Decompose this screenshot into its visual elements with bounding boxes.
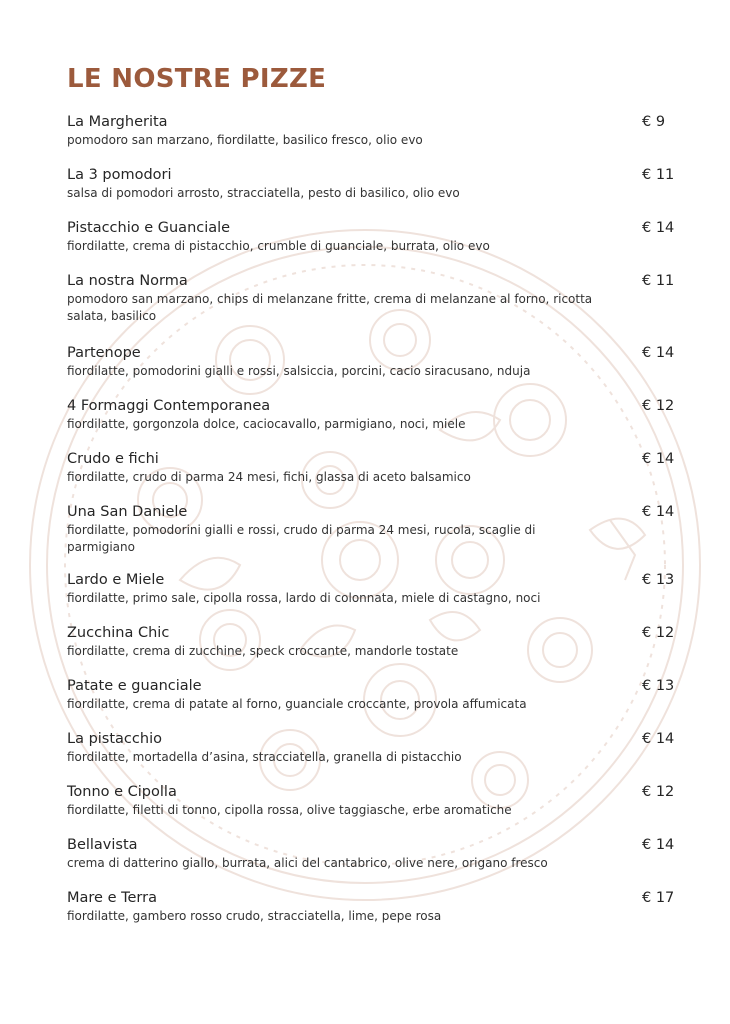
menu-item-row	[67, 624, 682, 642]
menu-item-row	[67, 344, 682, 362]
menu-item-name: La nostra Norma	[67, 273, 188, 289]
menu-item-row	[67, 677, 682, 695]
menu-item-description: salsa di pomodori arrosto, stracciatella, pesto di basilico, olio evo	[67, 186, 460, 200]
menu-item	[67, 219, 682, 255]
menu-item-description: fiordilatte, mortadella d’asina, stracciatella, granella di pistacchio	[67, 750, 462, 764]
menu-item-row	[67, 503, 682, 521]
menu-item-name: La Margherita	[67, 114, 168, 130]
menu-item-price: € 14	[642, 451, 675, 467]
menu-item-price: € 14	[642, 504, 675, 520]
menu-item-name: Patate e guanciale	[67, 678, 202, 694]
menu-item-price: € 12	[642, 784, 675, 800]
menu-item-description: fiordilatte, crudo di parma 24 mesi, fichi, glassa di aceto balsamico	[67, 470, 471, 484]
menu-item-row	[67, 571, 682, 589]
menu-item-name: Lardo e Miele	[67, 572, 165, 588]
menu-item-price: € 14	[642, 345, 675, 361]
menu-item-row	[67, 783, 682, 801]
menu-item-name: Pistacchio e Guanciale	[67, 220, 231, 236]
menu-item	[67, 272, 682, 325]
menu-title: LE NOSTRE PIZZE	[67, 64, 327, 94]
menu-item-price: € 14	[642, 220, 675, 236]
menu-item	[67, 344, 682, 380]
menu-item-description: fiordilatte, primo sale, cipolla rossa, lardo di colonnata, miele di castagno, noci	[67, 591, 541, 605]
menu-item-row	[67, 113, 682, 131]
menu-item-row	[67, 836, 682, 854]
menu-item-price: € 11	[642, 273, 675, 289]
menu-item-row	[67, 730, 682, 748]
menu-item-price: € 12	[642, 625, 675, 641]
menu-item-row	[67, 397, 682, 415]
menu-item	[67, 836, 682, 872]
menu-item	[67, 571, 682, 607]
menu-item-price: € 17	[642, 890, 675, 906]
pizza-menu	[67, 62, 682, 923]
menu-item-name: Partenope	[67, 345, 141, 361]
menu-item-price: € 13	[642, 678, 675, 694]
menu-item	[67, 397, 682, 433]
menu-item	[67, 730, 682, 766]
menu-item-name: Mare e Terra	[67, 890, 157, 906]
menu-item-description: pomodoro san marzano, chips di melanzane fritte, crema di melanzane al forno, ricotta salata, basilico	[67, 292, 593, 323]
menu-item	[67, 450, 682, 486]
menu-item-description: fiordilatte, gambero rosso crudo, stracciatella, lime, pepe rosa	[67, 909, 442, 923]
menu-item-description: fiordilatte, pomodorini gialli e rossi, crudo di parma 24 mesi, rucola, scaglie di parmigiano	[67, 523, 536, 554]
menu-item-name: La 3 pomodori	[67, 167, 172, 183]
menu-item	[67, 624, 682, 660]
menu-item-description: fiordilatte, crema di patate al forno, guanciale croccante, provola affumicata	[67, 697, 527, 711]
menu-item-name: Una San Daniele	[67, 504, 188, 520]
menu-item-row	[67, 889, 682, 907]
menu-item-row	[67, 219, 682, 237]
menu-item-price: € 14	[642, 837, 675, 853]
menu-item-description: crema di datterino giallo, burrata, alici del cantabrico, olive nere, origano fresco	[67, 856, 548, 870]
menu-item-name: Zucchina Chic	[67, 625, 170, 641]
menu-item-price: € 11	[642, 167, 675, 183]
menu-item-description: fiordilatte, gorgonzola dolce, caciocavallo, parmigiano, noci, miele	[67, 417, 466, 431]
menu-item-description: pomodoro san marzano, fiordilatte, basilico fresco, olio evo	[67, 133, 423, 147]
menu-item-description: fiordilatte, pomodorini gialli e rossi, salsiccia, porcini, cacio siracusano, nduja	[67, 364, 531, 378]
menu-item-description: fiordilatte, crema di zucchine, speck croccante, mandorle tostate	[67, 644, 459, 658]
menu-item-price: € 12	[642, 398, 675, 414]
menu-item-row	[67, 272, 682, 290]
menu-item-name: Bellavista	[67, 837, 138, 853]
menu-item-name: 4 Formaggi Contemporanea	[67, 398, 271, 414]
menu-item	[67, 503, 682, 556]
menu-item-description: fiordilatte, filetti di tonno, cipolla rossa, olive taggiasche, erbe aromatiche	[67, 803, 512, 817]
menu-item-row	[67, 166, 682, 184]
menu-item	[67, 677, 682, 713]
menu-item-name: La pistacchio	[67, 731, 162, 747]
menu-item-price: € 14	[642, 731, 675, 747]
menu-item	[67, 889, 682, 925]
menu-item-name: Crudo e fichi	[67, 451, 159, 467]
menu-item-description: fiordilatte, crema di pistacchio, crumble di guanciale, burrata, olio evo	[67, 239, 490, 253]
menu-item	[67, 113, 682, 149]
menu-item-row	[67, 450, 682, 468]
menu-item-price: € 13	[642, 572, 675, 588]
menu-item-name: Tonno e Cipolla	[67, 784, 177, 800]
menu-item	[67, 166, 682, 202]
menu-item-price: € 9	[642, 114, 666, 130]
menu-item	[67, 783, 682, 819]
